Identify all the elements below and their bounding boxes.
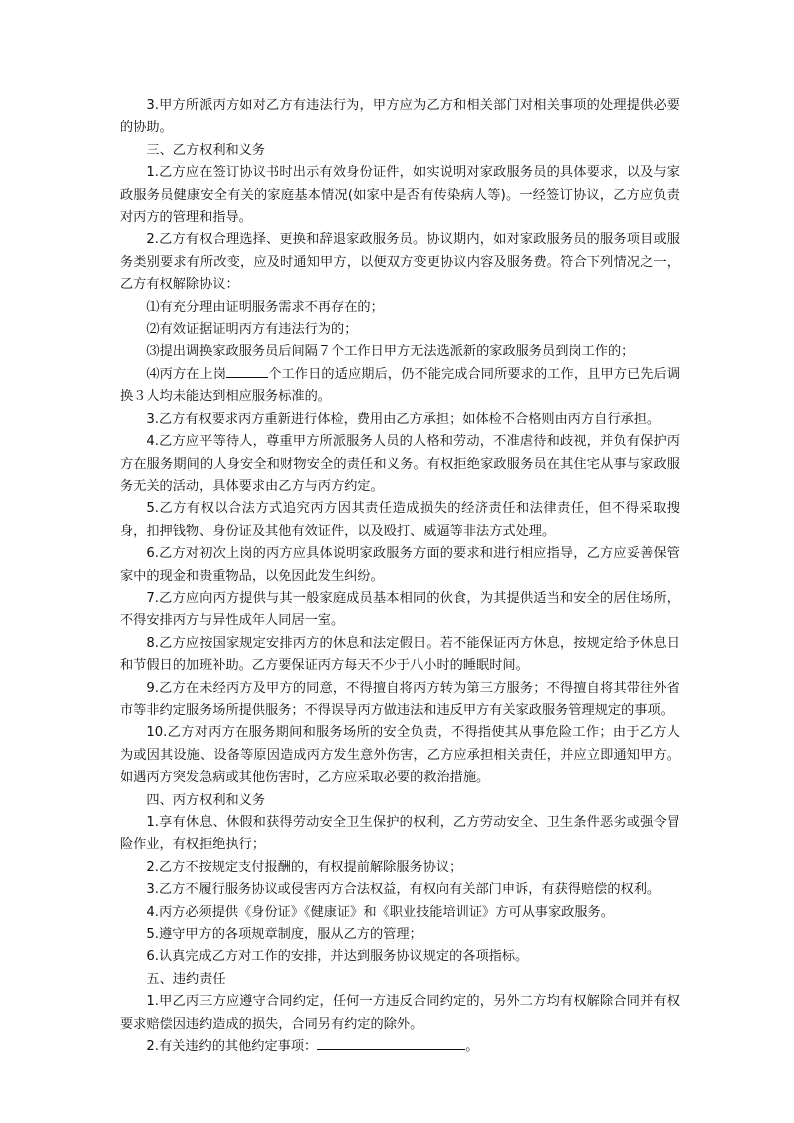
clause-c4: 4.丙方必须提供《身份证》《健康证》和《职业技能培训证》方可从事家政服务。: [146, 904, 614, 920]
clause-b6: 6.乙方对初次上岗的丙方应具体说明家政服务方面的要求和进行相应指导，乙方应妥善保管家中的现金和贵重物品，以免因此发生纠纷。: [120, 546, 680, 584]
section-heading-4: 四、丙方权利和义务: [146, 792, 266, 808]
paragraph-a3: 3.甲方所派丙方如对乙方有违法行为，甲方应为乙方和相关部门对相关事项的处理提供必要的协助。: [120, 98, 680, 136]
clause-c2: 2.乙方不按规定支付报酬的，有权提前解除服务协议；: [146, 859, 463, 875]
fill-in-blank-other-terms[interactable]: [317, 1037, 465, 1050]
clause-d2-end: 。: [465, 1039, 479, 1055]
clause-b2-item-2: ⑵有效证据证明丙方有违法行为的；: [146, 322, 358, 338]
clause-c1: 1.享有休息、休假和获得劳动安全卫生保护的权利，乙方劳动安全、卫生条件恶劣或强令冒险作业，有权拒绝执行；: [120, 815, 680, 853]
section-heading-5: 五、违约责任: [146, 971, 226, 987]
clause-b2-item-3: ⑶提出调换家政服务员后间隔７个工作日甲方无法选派新的家政服务员到岗工作的；: [146, 344, 635, 360]
clause-b2-item-4-start: ⑷丙方在上岗: [146, 366, 227, 382]
clause-b10: 10.乙方对丙方在服务期间和服务场所的安全负责，不得指使其从事危险工作；由于乙方人为或因其设施、设备等原因造成丙方发生意外伤害，乙方应承担相关责任，并应立即通知甲方。如遇丙方突发急病或其他伤害时，乙方应采取必要的救治措施。: [120, 725, 680, 786]
clause-d2: [120, 1036, 680, 1058]
clause-c6: 6.认真完成乙方对工作的安排，并达到服务协议规定的各项指标。: [146, 949, 529, 965]
clause-b2-item-4: [120, 364, 680, 409]
clause-c5: 5.遵守甲方的各项规章制度，服从乙方的管理；: [146, 927, 423, 943]
clause-b3: 3.乙方有权要求丙方重新进行体检，费用由乙方承担；如体检不合格则由丙方自行承担。: [146, 411, 661, 427]
clause-c3: 3.乙方不履行服务协议或侵害丙方合法权益，有权向有关部门申诉，有获得赔偿的权利。: [146, 882, 661, 898]
fill-in-blank-days[interactable]: [226, 365, 268, 378]
clause-b1: 1.乙方应在签订协议书时出示有效身份证件，如实说明对家政服务员的具体要求，以及与家政服务员健康安全有关的家庭基本情况(如家中是否有传染病人等)。一经签订协议，乙方应负责对丙方的管理和指导。: [120, 165, 680, 226]
clause-d2-label: 2.有关违约的其他约定事项：: [146, 1039, 318, 1055]
clause-b8: 8.乙方应按国家规定安排丙方的休息和法定假日。若不能保证丙方休息，按规定给予休息日和节假日的加班补助。乙方要保证丙方每天不少于八小时的睡眠时间。: [120, 635, 680, 674]
clause-b7: 7.乙方应向丙方提供与其一般家庭成员基本相同的伙食，为其提供适当和安全的居住场所，不得安排丙方与异性成年人同居一室。: [120, 590, 680, 629]
clause-b5: 5.乙方有权以合法方式追究丙方因其责任造成损失的经济责任和法律责任，但不得采取搜身，扣押钱物、身份证及其他有效证件，以及殴打、威逼等非法方式处理。: [120, 501, 680, 539]
clause-b4: 4.乙方应平等待人，尊重甲方所派服务人员的人格和劳动，不准虐待和歧视，并负有保护丙方在服务期间的人身安全和财物安全的责任和义务。有权拒绝家政服务员在其住宅从事与家政服务无关的活动，具体要求由乙方与丙方约定。: [120, 434, 680, 494]
clause-b2-item-4-end: 个工作日的适应期后，仍不能完成合同所要求的工作，且甲方已先后调换３人均未能达到相应服务标准的。: [120, 366, 681, 405]
clause-b2-item-1: ⑴有充分理由证明服务需求不再存在的；: [146, 299, 384, 315]
clause-b2: 2.乙方有权合理选择、更换和辞退家政服务员。协议期内，如对家政服务员的服务项目或服务类别要求有所改变，应及时通知甲方，以便双方变更协议内容及服务费。符合下列情况之一，乙方有权解除协议：: [120, 232, 680, 293]
clause-b9: 9.乙方在未经丙方及甲方的同意，不得擅自将丙方转为第三方服务；不得擅自将其带往外省市等非约定服务场所提供服务；不得误导丙方做违法和违反甲方有关家政服务管理规定的事项。: [120, 680, 680, 718]
document-page: [120, 95, 680, 1058]
section-heading-3: 三、乙方权利和义务: [146, 142, 266, 158]
clause-d1: 1.甲乙丙三方应遵守合同约定，任何一方违反合同约定的，另外二方均有权解除合同并有权要求赔偿因违约造成的损失，合同另有约定的除外。: [120, 994, 680, 1032]
